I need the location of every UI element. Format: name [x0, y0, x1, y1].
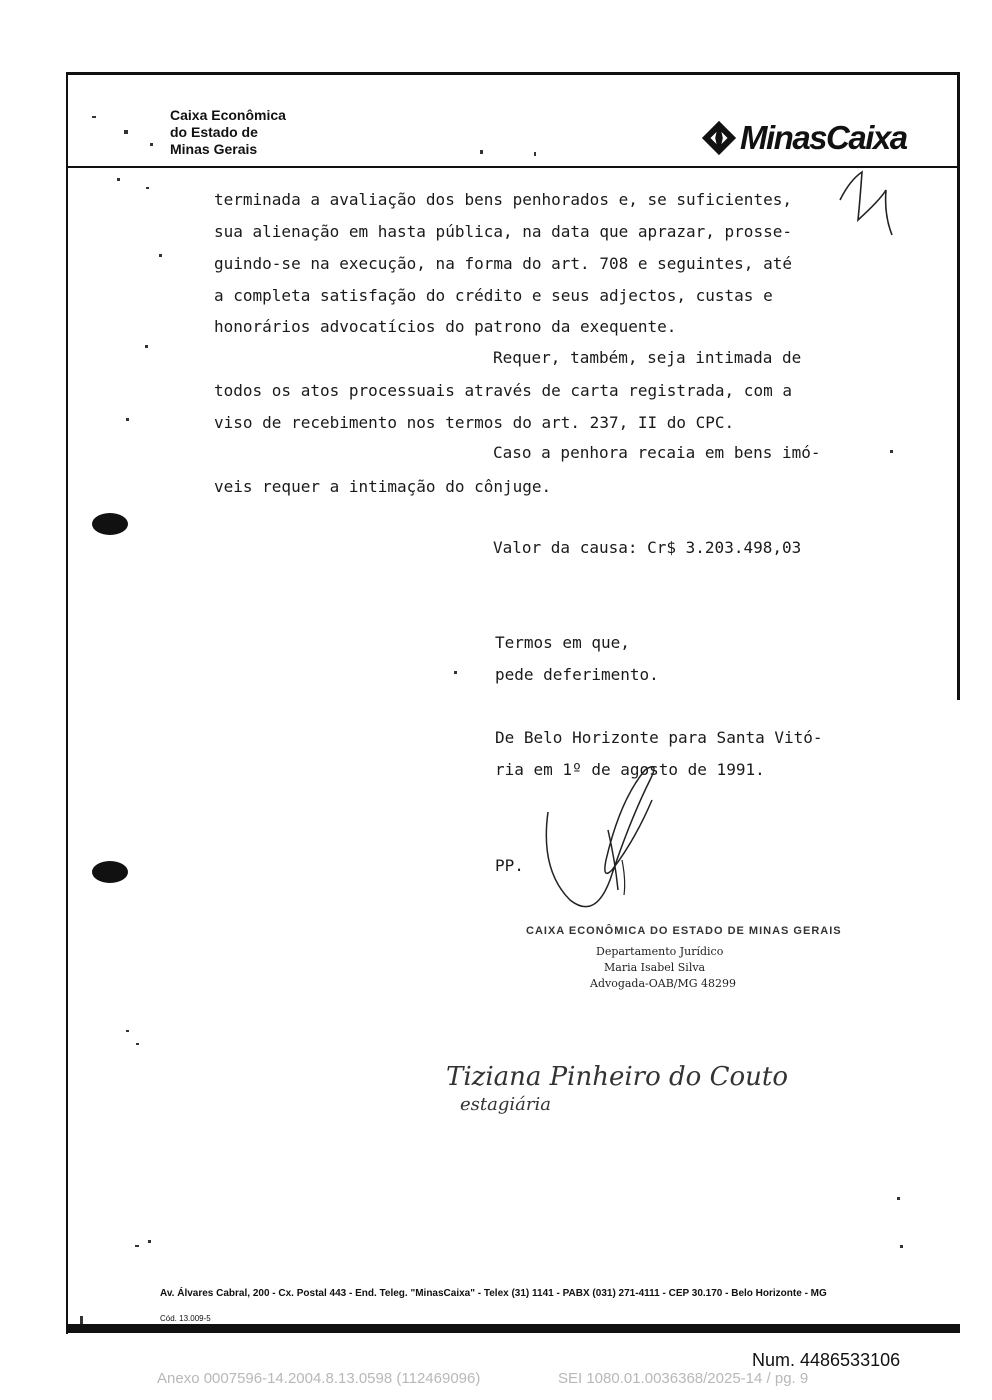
sei-reference: SEI 1080.01.0036368/2025-14 / pg. 9 — [558, 1370, 809, 1387]
scan-speck — [126, 1030, 129, 1032]
body-line-2: sua alienação em hasta pública, na data que aprazar, prosse- — [214, 222, 792, 241]
scan-speck — [900, 1245, 903, 1248]
frame-bottom-border — [66, 1324, 960, 1333]
body-line-8: viso de recebimento nos termos do art. 237, II do CPC. — [214, 413, 735, 432]
scan-speck — [145, 345, 148, 348]
body-line-7: todos os atos processuais através de carta registrada, com a — [214, 381, 792, 400]
body-line-10: veis requer a intimação do cônjuge. — [214, 477, 552, 496]
scan-speck — [135, 1245, 139, 1247]
body-line-1: terminada a avaliação dos bens penhorados e, se suficientes, — [214, 190, 792, 209]
body-line-3: guindo-se na execução, na forma do art. 708 e seguintes, até — [214, 254, 792, 273]
punch-hole-bottom — [92, 861, 128, 883]
minascaixa-logo — [700, 118, 907, 158]
pp-label: PP. — [495, 856, 524, 875]
valor-da-causa: Valor da causa: Cr$ 3.203.498,03 — [493, 538, 802, 557]
place-date-line-1: De Belo Horizonte para Santa Vitó- — [495, 728, 823, 747]
stamp-lawyer-name: Maria Isabel Silva — [604, 961, 706, 974]
body-line-6: Requer, também, seja intimada de — [493, 348, 802, 367]
footer-form-code: Cód. 13.009-5 — [160, 1314, 211, 1323]
scan-speck — [80, 1316, 83, 1324]
scan-speck — [136, 1043, 139, 1045]
frame-top-border — [66, 72, 960, 75]
handwritten-role: estagiária — [460, 1094, 551, 1115]
annex-reference: Anexo 0007596-14.2004.8.13.0598 (112469096) — [157, 1370, 481, 1387]
scan-speck — [480, 150, 483, 154]
corner-check-mark — [820, 160, 900, 250]
place-date-line-2: ria em 1º de agosto de 1991. — [495, 760, 765, 779]
closing-line-2: pede deferimento. — [495, 665, 659, 684]
stamp-institution: CAIXA ECONÔMICA DO ESTADO DE MINAS GERAIS — [526, 925, 842, 937]
scan-speck — [454, 671, 457, 674]
diamond-logo-icon — [700, 119, 738, 157]
scan-speck — [126, 418, 129, 421]
closing-line-1: Termos em que, — [495, 633, 630, 652]
scan-speck — [146, 187, 149, 189]
org-line-2: do Estado de — [170, 124, 258, 140]
scan-speck — [534, 152, 536, 156]
scan-speck — [117, 178, 120, 181]
document-number: Num. 4486533106 — [752, 1350, 901, 1370]
punch-hole-top — [92, 513, 128, 535]
stamp-oab: Advogada-OAB/MG 48299 — [590, 977, 737, 990]
org-line-1: Caixa Econômica — [170, 107, 286, 123]
stamp-department: Departamento Jurídico — [596, 945, 724, 958]
scan-speck — [890, 450, 893, 453]
scan-speck — [159, 254, 162, 257]
scan-speck — [92, 116, 96, 118]
signature-mark — [540, 760, 670, 920]
org-line-3: Minas Gerais — [170, 141, 258, 157]
body-line-4: a completa satisfação do crédito e seus adjectos, custas e — [214, 286, 773, 305]
scan-speck — [148, 1240, 151, 1243]
body-line-5: honorários advocatícios do patrono da exequente. — [214, 317, 677, 336]
logo-text: MinasCaixa — [740, 119, 907, 156]
body-line-9: Caso a penhora recaia em bens imó- — [493, 443, 821, 462]
letterhead-organization — [170, 107, 286, 158]
scan-speck — [124, 130, 128, 134]
scan-speck — [150, 143, 153, 146]
footer-address: Av. Álvares Cabral, 200 - Cx. Postal 443 - End. Teleg. "MinasCaixa" - Telex (31) 1141 - PABX (031) 271-4111 - CEP 30.170 - Belo Horizonte - MG — [160, 1288, 827, 1299]
frame-left-border — [66, 72, 68, 1334]
scan-speck — [897, 1197, 900, 1200]
handwritten-name: Tiziana Pinheiro do Couto — [446, 1062, 788, 1092]
